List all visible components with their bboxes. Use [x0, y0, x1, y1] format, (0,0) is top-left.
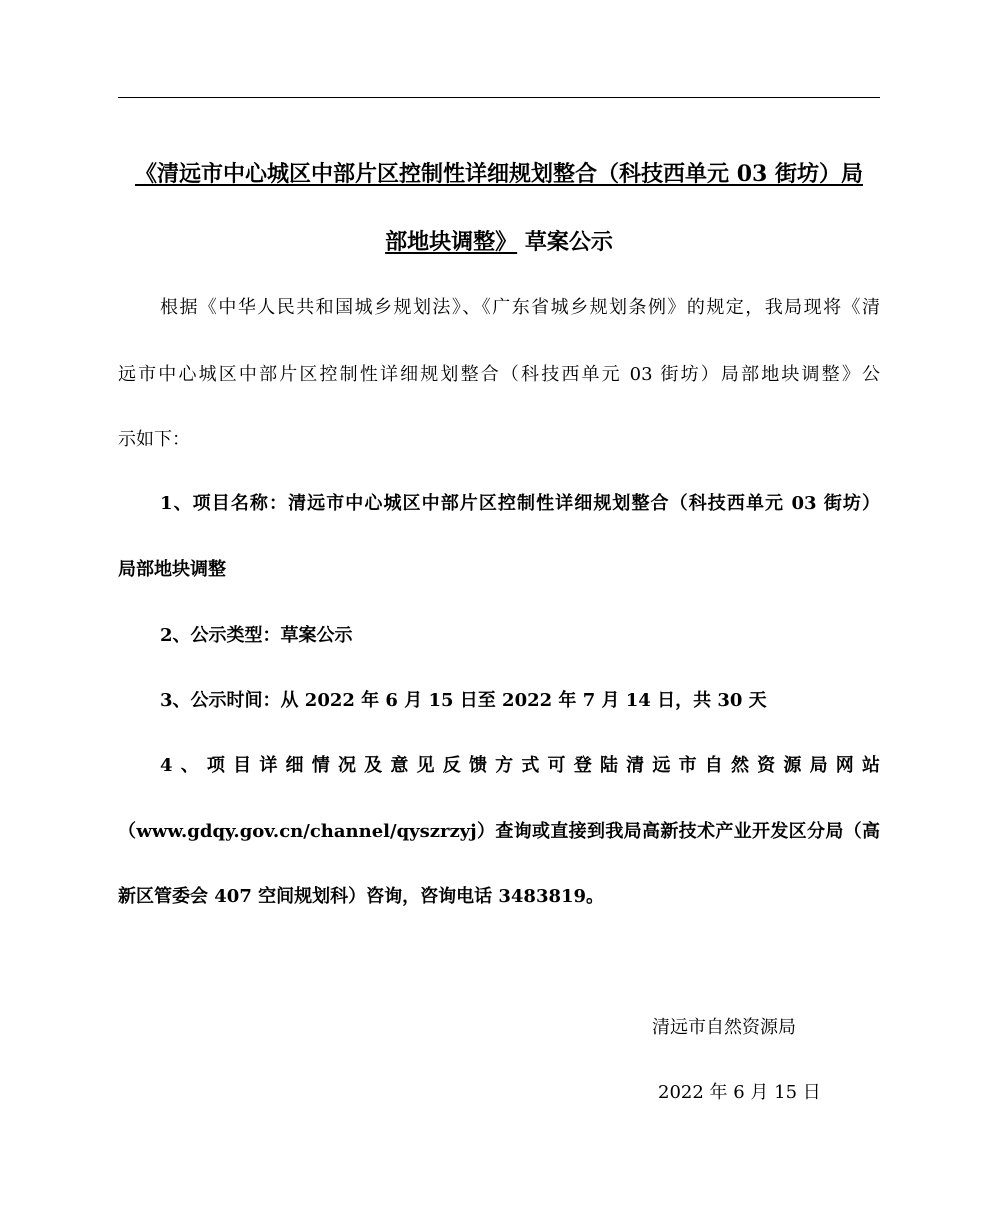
document-title-line-2 [100, 227, 898, 257]
item-2: 2、公示类型：草案公示 [160, 625, 353, 646]
intro-line-2: 远市中心城区中部片区控制性详细规划整合（科技西单元 03 街坊）局部地块调整》公 [118, 364, 880, 385]
item-1-line-1: 1、项目名称：清远市中心城区中部片区控制性详细规划整合（科技西单元 03 街坊） [160, 493, 880, 514]
signature-date: 2022 年 6 月 15 日 [658, 1082, 821, 1103]
item-4-line-2: （www.gdqy.gov.cn/channel/qyszrzyj）查询或直接到我局高新技术产业开发区分局（高 [118, 821, 880, 842]
signature-org: 清远市自然资源局 [652, 1017, 796, 1038]
document-title-line-1 [100, 159, 898, 189]
title-line-2-underlined: 部地块调整》 [385, 229, 518, 255]
item-4-line-3: 新区管委会 407 空间规划科）咨询，咨询电话 3483819。 [118, 886, 605, 907]
title-line-2-rest: 草案公示 [524, 229, 613, 255]
item-4-line-1: 4、项目详细情况及意见反馈方式可登陆清远市自然资源局网站 [160, 755, 880, 776]
intro-line-3: 示如下： [118, 429, 190, 450]
header-rule [118, 97, 880, 98]
intro-line-1: 根据《中华人民共和国城乡规划法》、《广东省城乡规划条例》的规定，我局现将《清 [160, 297, 880, 318]
item-1-line-2: 局部地块调整 [118, 559, 226, 580]
title-line-1-text: 《清远市中心城区中部片区控制性详细规划整合（科技西单元 03 街坊）局 [135, 161, 863, 187]
item-3: 3、公示时间：从 2022 年 6 月 15 日至 2022 年 7 月 14 日，共 30 天 [160, 690, 767, 711]
